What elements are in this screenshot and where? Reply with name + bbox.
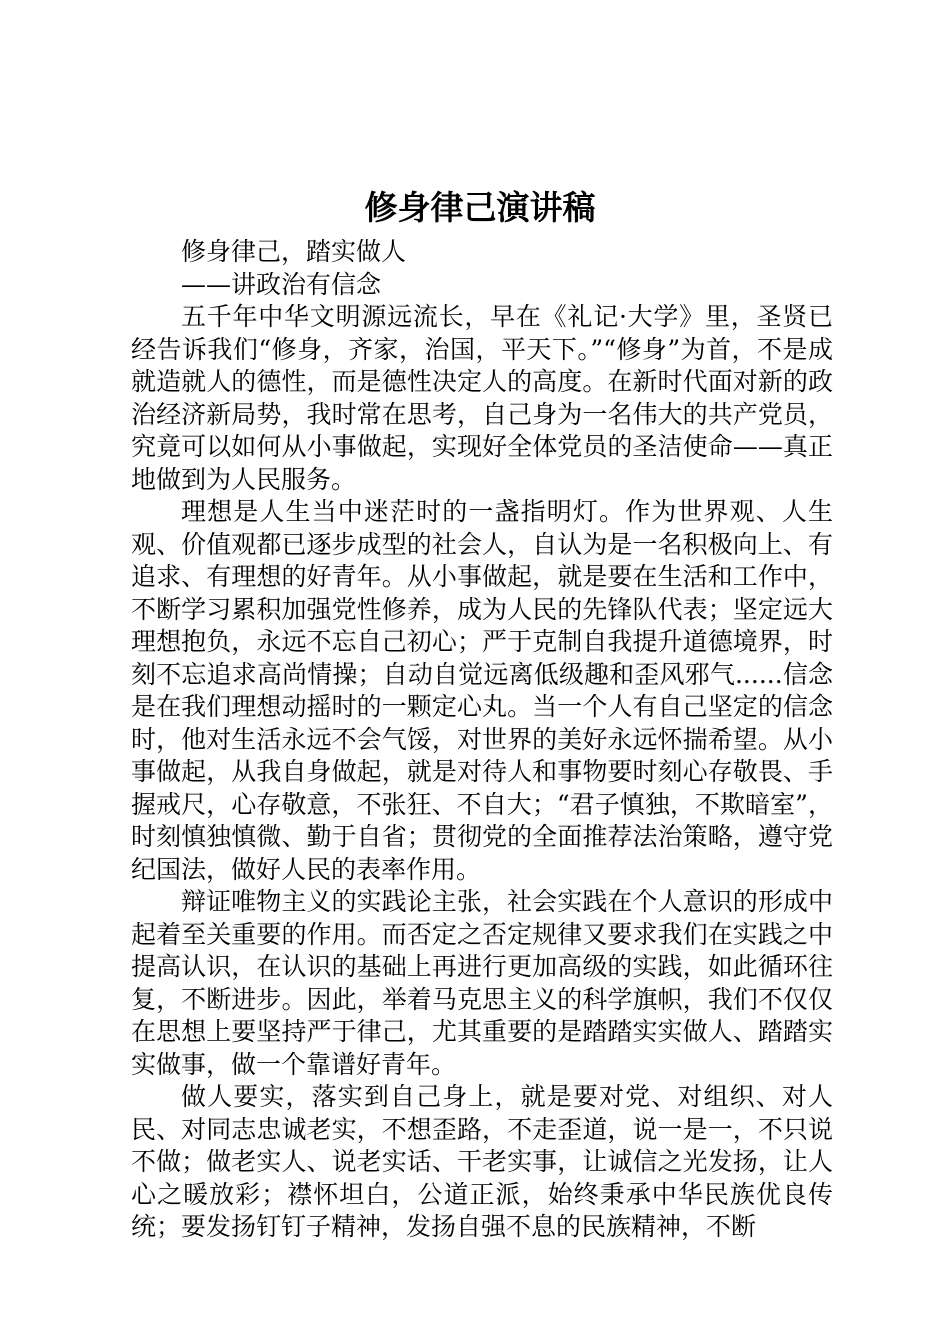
paragraph: 理想是人生当中迷茫时的一盏指明灯。作为世界观、人生观、价值观都已逐步成型的社会人，自认为是一名积极向上、有追求、有理想的好青年。从小事做起，就是要在生活和工作中，不断学习累积加强党性修养，成为人民的先锋队代表；坚定远大理想抱负，永远不忘自己初心；严于克制自我提升道德境界，时刻不忘追求高尚情操；自动自觉远离低级趣和歪风邪气......信念是在我们理想动摇时的一颗定心丸。当一个人有自己坚定的信念时，他对生活永远不会气馁，对世界的美好永远怀揣希望。从小事做起，从我自身做起，就是对待人和事物要时刻心存敬畏、手握戒尺，心存敬意，不张狂、不自大；“君子慎独，不欺暗室”，时刻慎独慎微、勤于自省；贯彻党的全面推荐法治策略，遵守党纪国法，做好人民的表率作用。: [131, 497, 833, 884]
paragraph: 做人要实，落实到自己身上，就是要对党、对组织、对人民、对同志忠诚老实，不想歪路，不走歪道，说一是一，不只说不做；做老实人、说老实话、干老实事，让诚信之光发扬，让人心之暖放彩；襟怀坦白，公道正派，始终秉承中华民族优良传统；要发扬钉钉子精神，发扬自强不息的民族精神，不断: [131, 1082, 833, 1241]
subtitle-line: 修身律己，踏实做人: [181, 237, 407, 266]
paragraph: 五千年中华文明源远流长，早在《礼记·大学》里，圣贤已经告诉我们“修身，齐家，治国，平天下。”“修身”为首，不是成就造就人的德性，而是德性决定人的高度。在新时代面对新的政治经济新局势，我时常在思考，自己身为一名伟大的共产党员，究竟可以如何从小事做起，实现好全体党员的圣洁使命——真正地做到为人民服务。: [131, 302, 833, 494]
paragraph: 辩证唯物主义的实践论主张，社会实践在个人意识的形成中起着至关重要的作用。而否定之否定规律又要求我们在实践之中提高认识，在认识的基础上再进行更加高级的实践，如此循环往复，不断进步。因此，举着马克思主义的科学旗帜，我们不仅仅在思想上要坚持严于律己，尤其重要的是踏踏实实做人、踏踏实实做事，做一个靠谱好青年。: [131, 887, 833, 1079]
subheading-line: ——讲政治有信念: [181, 269, 382, 299]
document-body: [131, 236, 833, 1244]
page-title: 修身律己演讲稿: [364, 188, 596, 227]
